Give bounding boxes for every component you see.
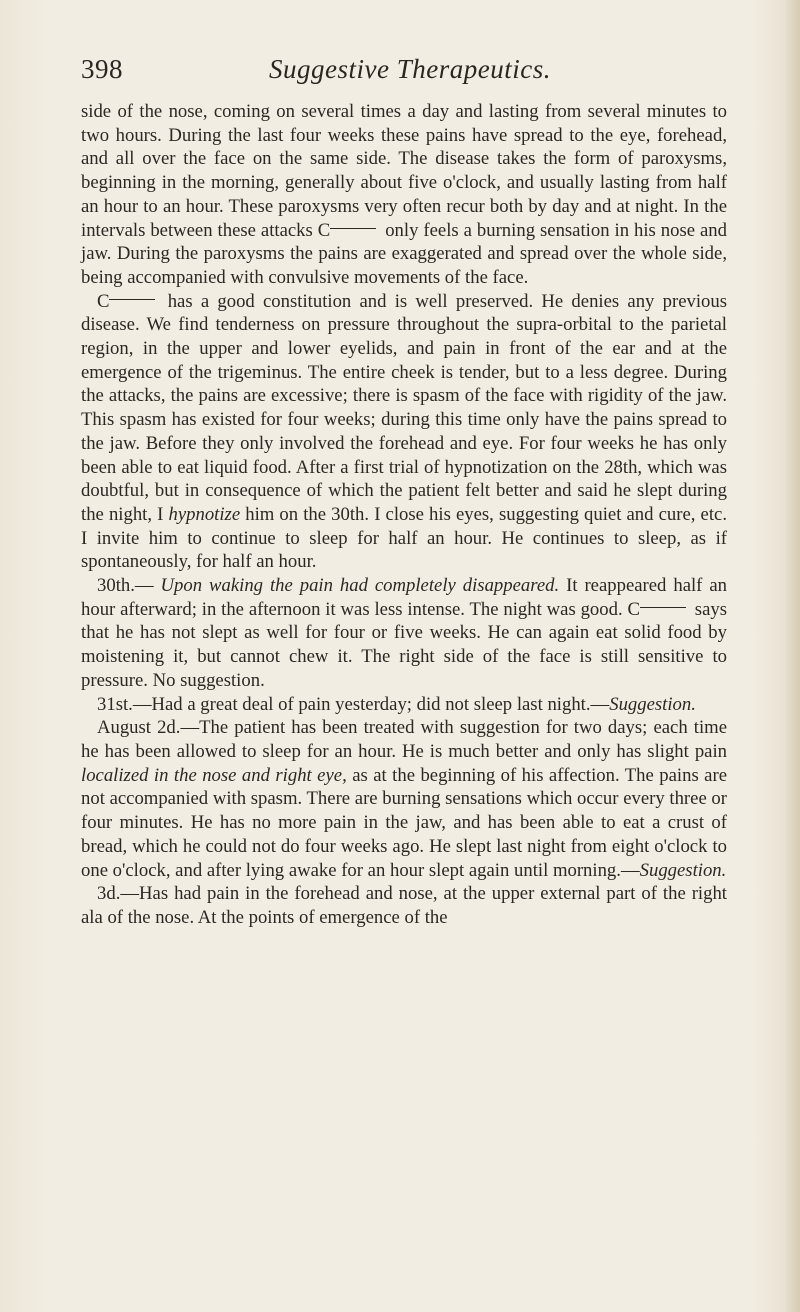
italic-text: localized in the nose and right eye, bbox=[81, 764, 347, 786]
text-run: side of the nose, coming on several times a day and lasting from several minutes to two hours. During the last four weeks these pains have spread to the eye, forehead, and all over the face on the same side. The disease takes the form of paroxysms, beginning in the morning, generally about five o'clock, and usually lasting from half an hour to an hour. These paroxysms very often recur both by day and at night. In the intervals between these attacks C bbox=[81, 101, 727, 241]
running-title: Suggestive Therapeutics. bbox=[269, 54, 551, 84]
paragraph-continued bbox=[81, 100, 727, 290]
italic-text: Suggestion. bbox=[639, 859, 727, 881]
text-run: him on the 30th. I close his eyes, suggesting quiet and cure, etc. I invite him to continue to sleep for half an hour. He continues to sleep, as if spontaneously, for half an hour. bbox=[81, 503, 728, 573]
body-text bbox=[81, 100, 727, 930]
page-number: 398 bbox=[81, 54, 123, 84]
text-run: says that he has not slept as well for four or five weeks. He can again eat solid food by moistening it, but cannot chew it. The right side of the face is still sensitive to pressure. No suggestion. bbox=[81, 598, 727, 691]
text-run: only feels a burning sensation in his nose and jaw. During the paroxysms the pains are exaggerated and spread over the whole side, being accompanied with convulsive movements of the face. bbox=[81, 219, 727, 288]
paragraph-31st bbox=[81, 693, 727, 717]
text-run: It reappeared half an hour afterward; in the afternoon it was less intense. The night was good. C bbox=[81, 575, 727, 620]
name-omission-dash bbox=[330, 228, 376, 229]
text-run: as at the beginning of his affection. The pains are not accompanied with spasm. There are burning sensations which occur every three or four minutes. He has no more pain in the jaw, and has been able to eat a crust of bread, which he could not do four weeks ago. He slept last night from eight o'clock to one o'clock, and after lying awake for an hour slept again until morning.— bbox=[81, 764, 727, 881]
text-run: C bbox=[97, 290, 110, 312]
paragraph-30th bbox=[81, 574, 727, 693]
paragraph-constitution bbox=[81, 290, 727, 574]
paragraph-3d bbox=[81, 882, 727, 929]
text-run: 3d.—Has had pain in the forehead and nose, at the upper external part of the right ala of the nose. At the points of emergence of the bbox=[81, 883, 727, 928]
paragraph-august-2d bbox=[81, 716, 727, 882]
name-omission-dash bbox=[640, 607, 686, 608]
italic-text: Suggestion. bbox=[609, 693, 696, 715]
italic-text: hypnotize bbox=[168, 503, 241, 525]
page-header bbox=[81, 54, 721, 94]
page-edge bbox=[786, 0, 800, 1312]
name-omission-dash bbox=[109, 299, 155, 300]
text-run: August 2d.—The patient has been treated with suggestion for two days; each time he has been allowed to sleep for an hour. He is much better and only has slight pain bbox=[81, 717, 727, 762]
text-run: has a good constitution and is well preserved. He denies any previous disease. We find tenderness on pressure throughout the supra-orbital to the parietal region, in the upper and lower eyelids, and pain in front of the ear and at the emergence of the trigeminus. The entire cheek is tender, but to a less degree. During the attacks, the pains are excessive; there is spasm of the face with rigidity of the jaw. This spasm has existed for four weeks; during this time only have the pains spread to the jaw. Before they only involved the forehead and eye. For four weeks he has only been able to eat liquid food. After a first trial of hypnotization on the 28th, which was doubtful, but in consequence of which the patient felt better and said he slept during the night, I bbox=[81, 290, 727, 525]
text-run: 31st.—Had a great deal of pain yesterday; did not sleep last night.— bbox=[97, 693, 610, 715]
italic-text: Upon waking the pain had completely disappeared. bbox=[160, 575, 560, 597]
date-heading: 30th.— bbox=[97, 575, 161, 597]
